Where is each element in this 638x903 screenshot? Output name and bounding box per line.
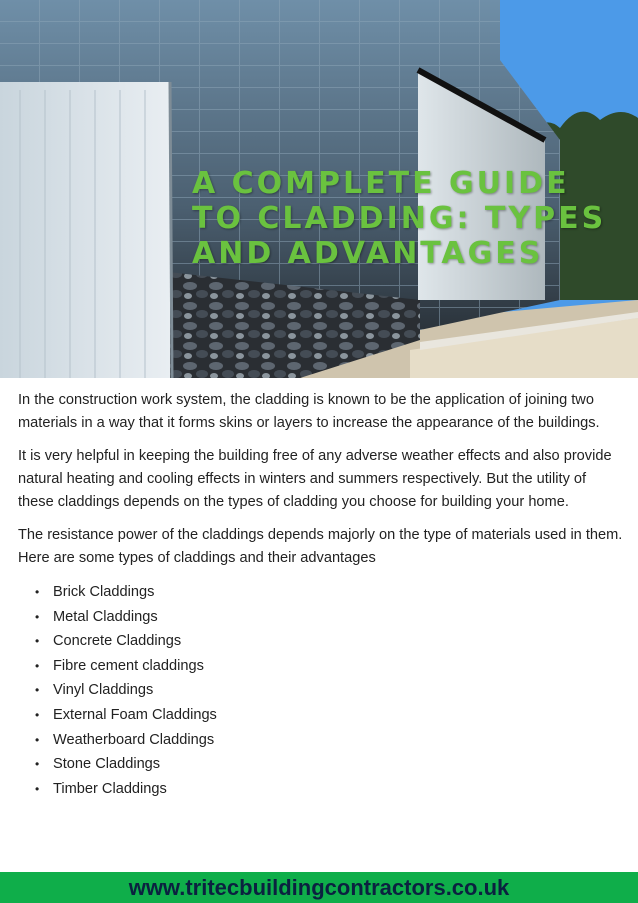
footer-bar — [0, 872, 638, 903]
list-item-label: Brick Claddings — [53, 584, 155, 600]
bullet-icon: • — [35, 658, 40, 673]
intro-paragraph: In the construction work system, the cladding is known to be the application of joining two materials in a way that it forms skins or layers to increase the appearance of the buildings. — [18, 392, 600, 431]
article-body — [18, 389, 624, 801]
list-item — [18, 752, 624, 777]
hero-image — [0, 0, 638, 378]
bullet-icon: • — [35, 732, 40, 747]
list-item-label: Fibre cement claddings — [53, 657, 204, 674]
list-item — [18, 629, 624, 654]
cladding-types-list — [18, 580, 624, 801]
list-item — [18, 777, 624, 802]
list-item — [18, 605, 624, 630]
list-item-label: Metal Claddings — [53, 608, 158, 625]
bullet-icon: • — [35, 757, 40, 772]
bullet-icon: • — [35, 707, 40, 722]
list-item-label: Concrete Claddings — [53, 633, 182, 650]
list-item-label: Timber Claddings — [53, 780, 167, 797]
bullet-icon: • — [35, 634, 40, 649]
benefits-paragraph: It is very helpful in keeping the building free of any adverse weather effects and also provide natural heating and cooling effects in winters and summers respectively. But the utility of these claddings depends on the types of cladding you choose for building your home. — [18, 448, 612, 510]
list-item — [18, 654, 624, 679]
resistance-paragraph: The resistance power of the claddings depends majorly on the type of materials used in them. Here are some types of claddings and their advantages — [18, 527, 623, 566]
bullet-icon: • — [35, 585, 40, 599]
bullet-icon: • — [35, 609, 40, 624]
list-item — [18, 580, 624, 605]
list-item-label: External Foam Claddings — [53, 706, 217, 723]
list-item-label: Weatherboard Claddings — [53, 731, 215, 748]
list-item — [18, 678, 624, 703]
bullet-icon: • — [35, 683, 40, 698]
list-item-label: Vinyl Claddings — [53, 682, 154, 699]
list-item — [18, 703, 624, 728]
page-title: A COMPLETE GUIDE TO CLADDING: TYPES AND ADVANTAGES — [192, 166, 607, 271]
list-item-label: Stone Claddings — [53, 756, 161, 773]
website-link[interactable]: www.tritecbuildingcontractors.co.uk — [128, 875, 510, 900]
bullet-icon: • — [35, 781, 40, 796]
list-item — [18, 728, 624, 753]
